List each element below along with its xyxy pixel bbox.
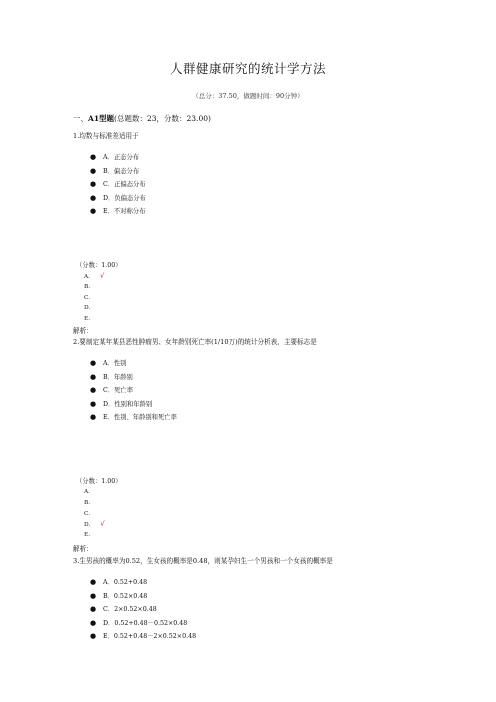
option-item: ● D．0.52+0.48－0.52×0.48 xyxy=(90,617,196,631)
checkmark-icon: √ xyxy=(100,520,105,529)
answer-row: D. √ xyxy=(84,520,105,529)
option-item: ● D．性别和年龄别 xyxy=(90,398,177,412)
question-2-score: （分数：1.00） xyxy=(76,478,122,485)
option-item: ● E．性别、年龄别和死亡率 xyxy=(90,411,177,425)
option-item: ● A．性别 xyxy=(90,357,177,371)
bullet-icon: ● xyxy=(90,605,97,614)
option-item: ● C．正偏态分布 xyxy=(90,178,146,192)
answer-row: B. xyxy=(84,499,91,506)
option-item: ● C．死亡率 xyxy=(90,384,177,398)
answer-row: E. xyxy=(84,532,91,539)
question-1-score: （分数：1.00） xyxy=(76,262,122,269)
option-item: ● B．年龄别 xyxy=(90,371,177,385)
section-heading xyxy=(73,113,211,124)
bullet-icon: ● xyxy=(90,359,97,367)
option-item: ● C．2×0.52×0.48 xyxy=(90,603,196,617)
bullet-icon: ● xyxy=(90,618,97,627)
answer-row: D. xyxy=(84,305,91,312)
question-2-analysis: 解析： xyxy=(73,545,93,553)
question-1-analysis: 解析： xyxy=(73,327,93,335)
option-item: ● B．0.52×0.48 xyxy=(90,590,196,604)
question-1-answers xyxy=(84,271,105,325)
section-prefix: 一、 xyxy=(73,114,88,123)
answer-row: B. xyxy=(84,283,91,290)
bullet-icon: ● xyxy=(90,413,97,422)
bullet-icon: ● xyxy=(90,193,97,202)
bullet-icon: ● xyxy=(90,207,97,216)
question-1-options xyxy=(90,151,146,219)
bullet-icon: ● xyxy=(90,591,97,600)
document-subtitle: （总分：37.50，做题时间：90分钟） xyxy=(192,92,304,100)
bullet-icon: ● xyxy=(90,166,97,175)
option-item: ● A．0.52+0.48 xyxy=(90,576,196,590)
bullet-icon: ● xyxy=(90,578,97,586)
option-item: ● B．偏态分布 xyxy=(90,165,146,179)
bullet-icon: ● xyxy=(90,372,97,381)
question-2-stem: 2.要制定某年某县恶性肿瘤男、女年龄别死亡率(1/10万)的统计分析表，主要标志是 xyxy=(73,338,317,346)
section-detail: (总题数：23，分数：23.00) xyxy=(114,114,211,123)
answer-row: C. xyxy=(84,294,91,301)
section-type: A1型题 xyxy=(88,114,115,123)
bullet-icon: ● xyxy=(90,632,97,641)
question-3-options xyxy=(90,576,196,644)
question-1-stem: 1.均数与标准差适用于 xyxy=(73,132,139,140)
option-item: ● E．0.52+0.48－2×0.52×0.48 xyxy=(90,630,196,644)
bullet-icon: ● xyxy=(90,180,97,189)
answer-row: A. xyxy=(84,489,91,495)
option-item: ● A．正态分布 xyxy=(90,151,146,165)
option-item: ● E．不对称分布 xyxy=(90,205,146,219)
checkmark-icon: √ xyxy=(100,272,105,280)
answer-row: A. √ xyxy=(84,272,105,280)
bullet-icon: ● xyxy=(90,399,97,408)
question-2-answers xyxy=(84,487,105,541)
question-3-stem: 3.生男孩的概率为0.52，生女孩的概率是0.48，则某孕妇生一个男孩和一个女孩的概率是 xyxy=(73,557,333,565)
answer-row: E. xyxy=(84,316,91,323)
document-title: 人群健康研究的统计学方法 xyxy=(169,61,326,76)
bullet-icon: ● xyxy=(90,153,97,161)
question-2-options xyxy=(90,357,177,425)
answer-row: C. xyxy=(84,510,91,517)
option-item: ● D．负偏态分布 xyxy=(90,192,146,206)
bullet-icon: ● xyxy=(90,386,97,395)
